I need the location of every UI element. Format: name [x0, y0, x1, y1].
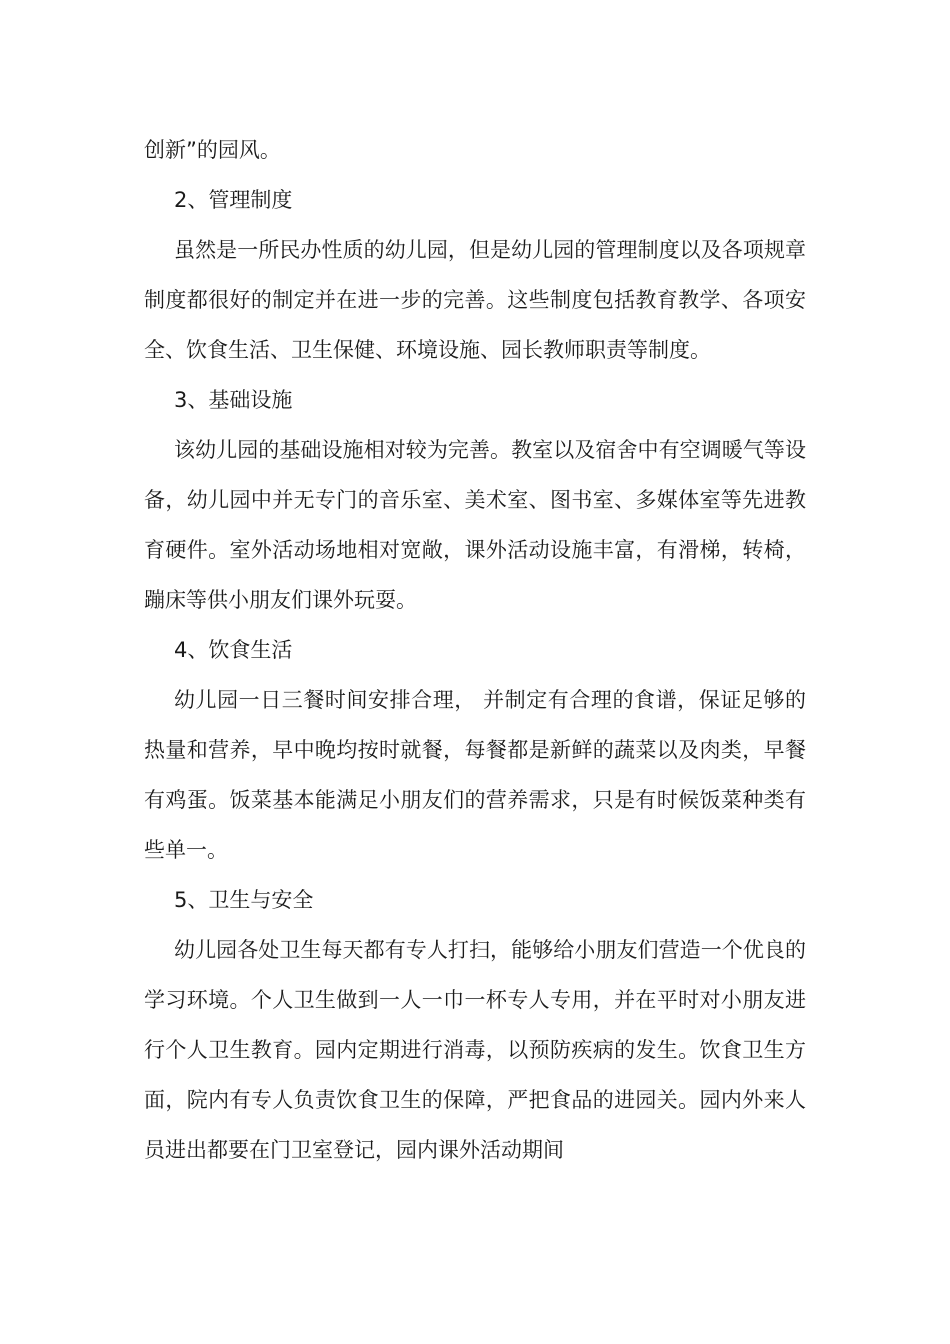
section-heading-management: 2、管理制度 — [174, 188, 293, 212]
document-body — [144, 125, 806, 1175]
paragraph-hygiene-safety: 幼儿园各处卫生每天都有专人打扫，能够给小朋友们营造一个优良的学习环境。个人卫生做到一人一巾一杯专人专用，并在平时对小朋友进行个人卫生教育。园内定期进行消毒，以预防疾病的发生。饮食卫生方面，院内有专人负责饮食卫生的保障，严把食品的进园关。园内外来人员进出都要在门卫室登记，园内课外活动期间 — [144, 938, 806, 1162]
paragraph-facilities: 该幼儿园的基础设施相对较为完善。教室以及宿舍中有空调暖气等设备，幼儿园中并无专门的音乐室、美术室、图书室、多媒体室等先进教育硬件。室外活动场地相对宽敞，课外活动设施丰富，有滑梯，转椅，蹦床等供小朋友们课外玩耍。 — [144, 438, 806, 612]
section-heading-hygiene-safety: 5、卫生与安全 — [174, 888, 314, 912]
paragraph-continuation: 创新”的园风。 — [144, 138, 281, 162]
section-heading-facilities: 3、基础设施 — [174, 388, 293, 412]
paragraph-management: 虽然是一所民办性质的幼儿园，但是幼儿园的管理制度以及各项规章制度都很好的制定并在进一步的完善。这些制度包括教育教学、各项安全、饮食生活、卫生保健、环境设施、园长教师职责等制度。 — [144, 238, 806, 362]
section-heading-diet: 4、饮食生活 — [174, 638, 293, 662]
paragraph-diet: 幼儿园一日三餐时间安排合理， 并制定有合理的食谱，保证足够的热量和营养，早中晚均按时就餐，每餐都是新鲜的蔬菜以及肉类，早餐有鸡蛋。饭菜基本能满足小朋友们的营养需求，只是有时候饭菜种类有些单一。 — [144, 688, 806, 862]
